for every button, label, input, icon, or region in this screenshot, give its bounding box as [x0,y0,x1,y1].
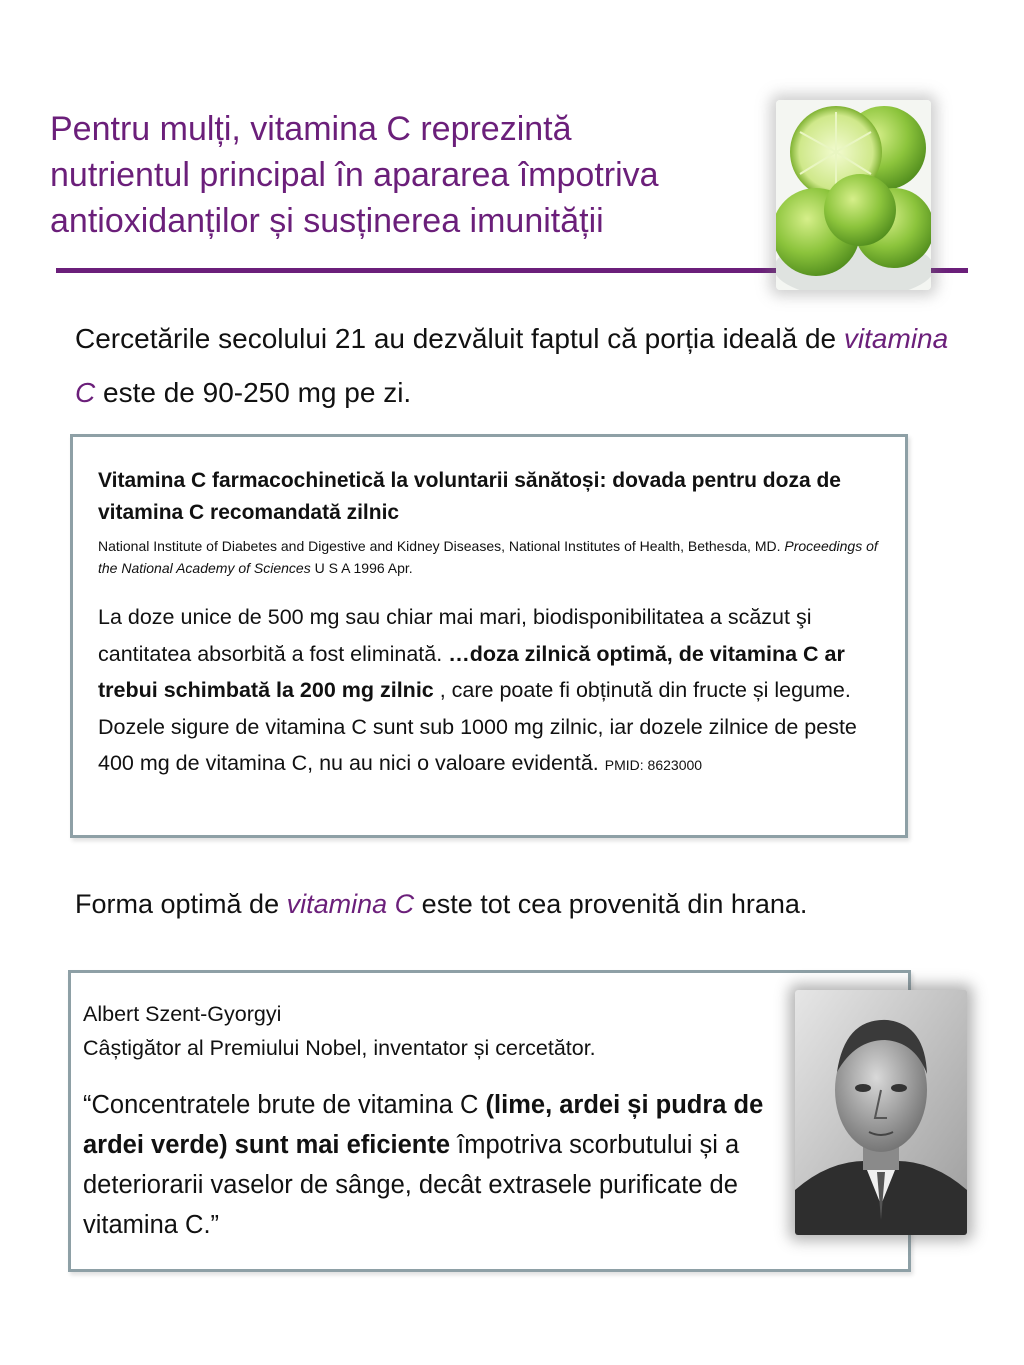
optimal-highlight: vitamina C [286,889,415,919]
study-box [70,434,908,838]
page-title [50,106,770,244]
author-description: Câștigător al Premiului Nobel, inventator și cercetător. [83,1036,596,1060]
quote-bold: (lime, ardei și pudra de ardei verde) sunt mai eficiente [83,1091,764,1159]
study-body-bold: …doza zilnică optimă, de vitamina C ar trebui schimbată la 200 mg zilnic [98,641,845,702]
limes-image [776,100,931,290]
study-body [98,599,888,784]
study-body-text-2: , care poate fi obținută din fructe și legume. Dozele sigure de vitamina C sunt sub 1000 mg zilnic, iar dozele zilnice de peste 400 mg de vitamina C, nu au nici o valoare evidentă. [98,678,857,775]
quote-box [68,970,911,1272]
title-line-2: nutrientul principal în apararea împotriva [50,156,659,194]
author-name: Albert Szent-Gyorgyi [83,1002,282,1026]
study-source-journal: Proceedings of the National Academy of Sciences [98,538,878,576]
intro-highlight: vitamina C [75,323,949,408]
study-source [98,535,888,579]
limes-photo [776,100,931,290]
author-portrait [795,990,967,1235]
title-line-3: antioxidanților și susținerea imunității [50,202,604,240]
optimal-text-1: Forma optimă de [75,889,280,919]
study-pmid: PMID: 8623000 [604,757,703,773]
portrait-image [795,990,967,1235]
quote-text-2: împotriva scorbutului și a deteriorarii vaselor de sânge, decât extrasele purificate de vitamina C.” [83,1131,740,1239]
title-line-1: Pentru mulți, vitamina C reprezintă [50,110,572,148]
intro-text-1: Cercetările secolului 21 au dezvăluit faptul că porția ideală de [75,323,837,354]
quote-author [83,997,783,1065]
study-title: Vitamina C farmacochinetică la voluntarii sănătoși: dovada pentru doza de vitamina C recomandată zilnic [98,469,841,524]
study-body-text-1: La doze unice de 500 mg sau chiar mai mari, biodisponibilitatea a scăzut şi cantitatea absorbită a fost eliminată. [98,605,812,666]
study-source-institution: National Institute of Diabetes and Digestive and Kidney Diseases, National Institutes of Health, Bethesda, MD. [98,538,781,554]
quote-text [83,1085,803,1245]
intro-text-2: este de 90-250 mg pe zi. [103,377,412,408]
intro-paragraph [75,312,955,420]
study-source-date: U S A 1996 Apr. [314,560,413,576]
optimal-form-statement [75,882,975,926]
optimal-text-2: este tot cea provenită din hrana. [421,889,808,919]
quote-text-1: “Concentratele brute de vitamina C [83,1091,479,1119]
